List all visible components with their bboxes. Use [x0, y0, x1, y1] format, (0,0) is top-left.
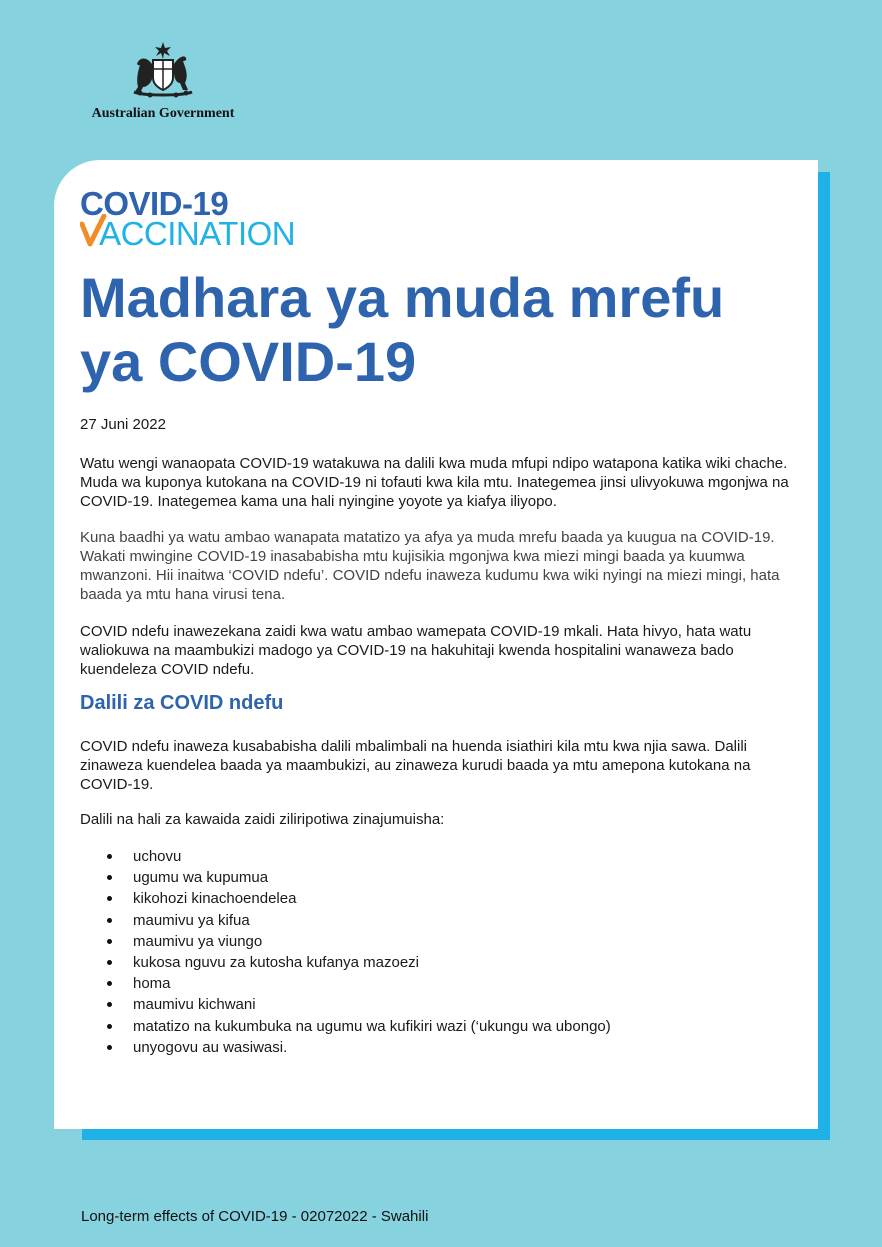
intro-paragraph-1: Watu wengi wanaopata COVID-19 watakuwa na dalili kwa muda mfupi ndipo watapona katika wiki chache. Muda wa kuponya kutokana na COVID-19 ni tofauti kwa kila mtu. Inategemea jinsi ulivyokuwa mgonjwa na COVID-19. Inategemea kama una hali nyingine yoyote ya kiafya iliyopo. [80, 455, 789, 510]
section-heading: Dalili za COVID ndefu [80, 692, 284, 714]
list-item: kukosa nguvu za kutosha kufanya mazoezi [80, 952, 611, 973]
list-item: maumivu ya viungo [80, 931, 611, 952]
symptom-list [80, 846, 611, 1058]
list-item: maumivu ya kifua [80, 910, 611, 931]
intro-paragraph-3: COVID ndefu inawezekana zaidi kwa watu ambao wamepata COVID-19 mkali. Hata hivyo, hata watu waliokuwa na maambukizi madogo ya COVID-19 na hakuhitaji kwenda hospitalini wanaweza bado kuendeleza COVID ndefu. [80, 623, 752, 678]
section-paragraph-1: COVID ndefu inaweza kusababisha dalili mbalimbali na huenda isiathiri kila mtu kwa njia sawa. Dalili zinaweza kuendelea baada ya maambukizi, au zinaweza kurudi baada ya mtu amepona kutokana na COVID-19. [80, 738, 751, 793]
list-item: matatizo na kukumbuka na ugumu wa kufikiri wazi (‘ukungu wa ubongo) [80, 1016, 611, 1037]
list-item: uchovu [80, 846, 611, 867]
brand-line2 [80, 216, 295, 252]
page-title: Madhara ya muda mrefu ya COVID-19 [80, 266, 725, 393]
list-item: maumivu kichwani [80, 994, 611, 1015]
content-card [54, 160, 818, 1129]
intro-paragraph-2: Kuna baadhi ya watu ambao wanapata matatizo ya afya ya muda mrefu baada ya kuugua na COVID-19. Wakati mwingine COVID-19 inasababisha mtu kujisikia mgonjwa kwa miezi mingi baada ya kuumwa mwanzoni. Hii inaitwa ‘COVID ndefu’. COVID ndefu inaweza kudumu kwa wiki nyingi na miezi mingi, hata baada ya mtu hana virusi tena. [80, 529, 780, 603]
brand-line1: COVID-19 [80, 185, 229, 222]
footer-text: Long-term effects of COVID-19 - 02072022 - Swahili [81, 1208, 429, 1225]
list-item: homa [80, 973, 611, 994]
government-name: Australian Government [91, 106, 235, 121]
list-item: unyogovu au wasiwasi. [80, 1037, 611, 1058]
checkmark-icon [80, 214, 108, 250]
coat-of-arms-icon [120, 40, 206, 102]
brand-line2-text: ACCINATION [99, 215, 296, 252]
section-paragraph-2: Dalili na hali za kawaida zaidi ziliripotiwa zinajumuisha: [80, 811, 445, 828]
list-item: kikohozi kinachoendelea [80, 888, 611, 909]
publication-date: 27 Juni 2022 [80, 416, 166, 433]
list-item: ugumu wa kupumua [80, 867, 611, 888]
australian-government-logo [82, 40, 244, 122]
